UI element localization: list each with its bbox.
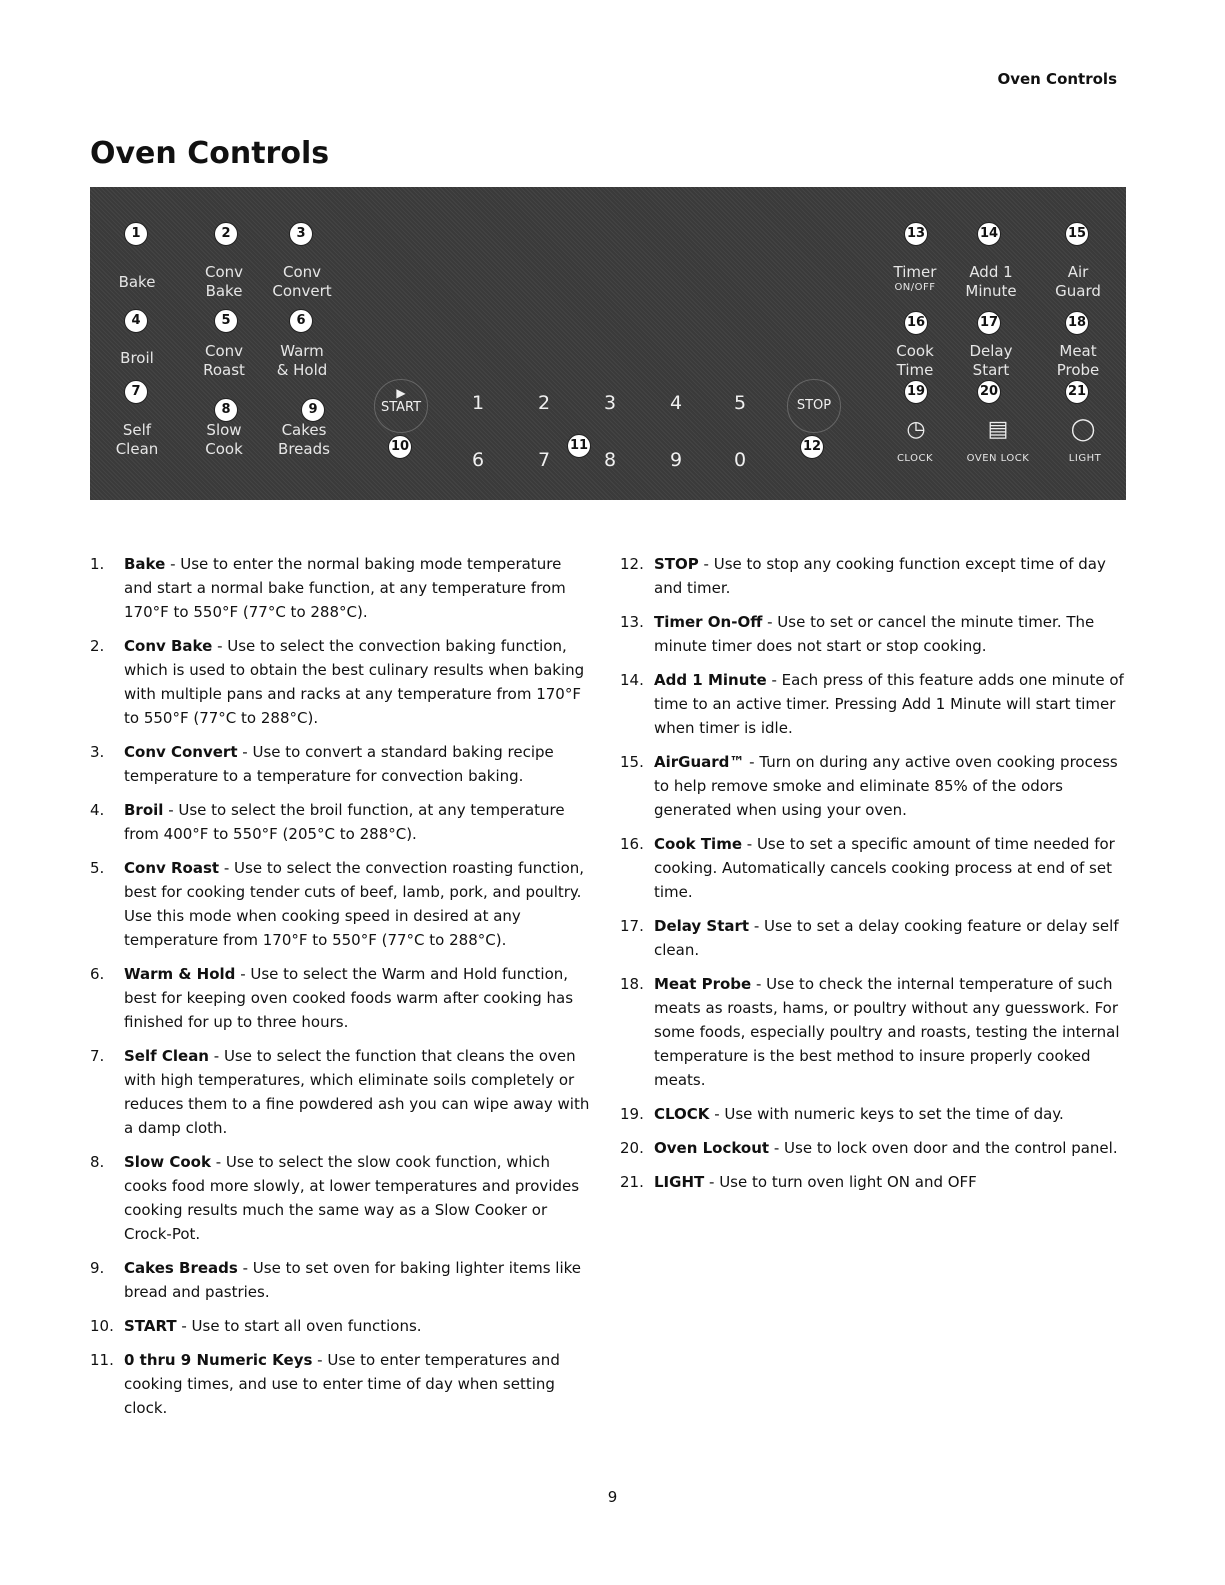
numeric-key-4[interactable]: 4 <box>669 392 683 414</box>
item-text: - Use to set a specific amount of time needed for cooking. Automatically cancels cooking process at end of set time. <box>654 835 1115 901</box>
start-pad[interactable] <box>374 379 428 433</box>
item-body <box>654 1102 1130 1126</box>
item-term: Self Clean <box>124 1047 209 1065</box>
numeric-key-6[interactable]: 6 <box>471 449 485 471</box>
callout-15: 15 <box>1065 222 1089 246</box>
item-number: 10. <box>90 1317 114 1335</box>
conv-bake-pad[interactable]: Conv Bake <box>204 263 244 300</box>
page-number: 9 <box>607 1488 618 1506</box>
callout-5: 5 <box>214 309 238 333</box>
item-text: - Use to enter the normal baking mode temperature and start a normal bake function, at any temperature from 170°F to 550°F (77°C to 288°C). <box>124 555 566 621</box>
item-text: - Each press of this feature adds one minute of time to an active timer. Pressing Add 1 Minute will start timer when timer is idle. <box>654 671 1124 737</box>
add-1-minute-pad[interactable]: Add 1 Minute <box>965 263 1017 300</box>
timer-sub-label: ON/OFF <box>894 282 936 293</box>
callout-18: 18 <box>1065 311 1089 335</box>
item-text: - Use to check the internal temperature of such meats as roasts, hams, or poultry without any guesswork. For some foods, especially poultry and roasts, testing the internal temperature is the best method to insure properly cooked meats. <box>654 975 1120 1089</box>
item-body <box>654 610 1130 658</box>
item-text: - Use to lock oven door and the control panel. <box>769 1139 1118 1157</box>
running-header: Oven Controls <box>997 70 1117 88</box>
clock-pad[interactable]: CLOCK <box>896 453 934 464</box>
item-term: Slow Cook <box>124 1153 211 1171</box>
description-item <box>620 972 1130 1092</box>
light-bulb-icon: ◯ <box>1070 417 1096 442</box>
item-text: - Use to select the function that cleans the oven with high temperatures, which eliminate soils completely or reduces them to a fine powdered ash you can wipe away with a damp cloth. <box>124 1047 590 1137</box>
item-body <box>654 914 1130 962</box>
callout-20: 20 <box>977 380 1001 404</box>
callout-17: 17 <box>977 311 1001 335</box>
item-term: START <box>124 1317 177 1335</box>
item-number: 14. <box>620 671 644 689</box>
numeric-key-5[interactable]: 5 <box>733 392 747 414</box>
item-number: 12. <box>620 555 644 573</box>
callout-2: 2 <box>214 222 238 246</box>
item-number: 20. <box>620 1139 644 1157</box>
clock-icon: ◷ <box>906 417 926 442</box>
item-body <box>124 740 592 788</box>
description-item <box>620 610 1130 658</box>
callout-12: 12 <box>800 435 824 459</box>
callout-6: 6 <box>289 309 313 333</box>
item-number: 9. <box>90 1259 105 1277</box>
item-number: 18. <box>620 975 644 993</box>
item-term: Conv Bake <box>124 637 213 655</box>
description-item <box>90 740 592 788</box>
description-item <box>620 832 1130 904</box>
item-text: - Use to set a delay cooking feature or delay self clean. <box>654 917 1119 959</box>
item-text: - Use to convert a standard baking recipe temperature to a temperature for convection baking. <box>124 743 554 785</box>
callout-7: 7 <box>124 380 148 404</box>
callout-16: 16 <box>904 311 928 335</box>
callout-13: 13 <box>904 222 928 246</box>
item-term: Bake <box>124 555 166 573</box>
callout-19: 19 <box>904 380 928 404</box>
item-body <box>124 856 592 952</box>
item-term: Conv Roast <box>124 859 220 877</box>
numeric-key-1[interactable]: 1 <box>471 392 485 414</box>
item-text: - Use to select the slow cook function, which cooks food more slowly, at lower temperatures and provides cooking results much the same way as a Slow Cooker or Crock-Pot. <box>124 1153 580 1243</box>
delay-start-pad[interactable]: Delay Start <box>969 342 1013 379</box>
description-item <box>620 668 1130 740</box>
control-descriptions-left <box>90 552 592 1430</box>
numeric-key-9[interactable]: 9 <box>669 449 683 471</box>
description-item <box>620 1136 1130 1160</box>
description-item <box>620 1102 1130 1126</box>
item-number: 2. <box>90 637 105 655</box>
description-item <box>90 1256 592 1304</box>
item-term: Timer On-Off <box>654 613 763 631</box>
oven-control-panel <box>90 187 1126 500</box>
item-text: - Use to start all oven functions. <box>176 1317 422 1335</box>
item-number: 16. <box>620 835 644 853</box>
numeric-key-7[interactable]: 7 <box>537 449 551 471</box>
item-term: Warm & Hold <box>124 965 236 983</box>
callout-1: 1 <box>124 222 148 246</box>
item-body <box>654 1136 1130 1160</box>
control-descriptions-right <box>620 552 1130 1204</box>
item-text: - Use to select the broil function, at any temperature from 400°F to 550°F (205°C to 288°C). <box>124 801 565 843</box>
item-number: 17. <box>620 917 644 935</box>
item-number: 13. <box>620 613 644 631</box>
item-term: Delay Start <box>654 917 750 935</box>
item-text: - Use to set oven for baking lighter items like bread and pastries. <box>124 1259 581 1301</box>
item-number: 21. <box>620 1173 644 1191</box>
item-body <box>124 634 592 730</box>
numeric-key-3[interactable]: 3 <box>603 392 617 414</box>
item-body <box>654 668 1130 740</box>
item-body <box>124 1348 592 1420</box>
description-item <box>90 634 592 730</box>
item-number: 3. <box>90 743 105 761</box>
description-item <box>90 1150 592 1246</box>
lock-icon: ▤ <box>987 417 1009 442</box>
item-body <box>654 552 1130 600</box>
item-term: Conv Convert <box>124 743 238 761</box>
item-term: Cakes Breads <box>124 1259 238 1277</box>
numeric-key-8[interactable]: 8 <box>603 449 617 471</box>
item-body <box>654 832 1130 904</box>
item-text: - Use with numeric keys to set the time of day. <box>709 1105 1064 1123</box>
cakes-breads-pad[interactable]: Cakes Breads <box>278 421 330 458</box>
item-number: 1. <box>90 555 105 573</box>
item-body <box>124 1150 592 1246</box>
item-text: - Use to turn oven light ON and OFF <box>704 1173 977 1191</box>
item-text: - Use to select the convection roasting function, best for cooking tender cuts of beef, lamb, pork, and poultry. Use this mode when cooking speed in desired at any temperature from 170°F to 550°F (77°C to 288°C). <box>124 859 585 949</box>
item-number: 11. <box>90 1351 114 1369</box>
light-pad[interactable]: LIGHT <box>1068 453 1102 464</box>
description-item <box>620 1170 1130 1194</box>
item-number: 15. <box>620 753 644 771</box>
slow-cook-pad[interactable]: Slow Cook <box>205 421 243 458</box>
description-item <box>90 856 592 952</box>
callout-4: 4 <box>124 309 148 333</box>
item-term: Meat Probe <box>654 975 752 993</box>
start-label: START <box>380 400 422 415</box>
callout-11: 11 <box>567 434 591 458</box>
item-text: - Turn on during any active oven cooking process to help remove smoke and eliminate 85% of the odors generated when using your oven. <box>654 753 1118 819</box>
description-item <box>90 962 592 1034</box>
item-body <box>124 798 592 846</box>
item-body <box>654 1170 1130 1194</box>
item-term: Broil <box>124 801 164 819</box>
description-item <box>90 1044 592 1140</box>
item-body <box>654 750 1130 822</box>
stop-pad[interactable]: STOP <box>787 379 841 433</box>
self-clean-pad[interactable]: Self Clean <box>115 421 159 458</box>
item-number: 7. <box>90 1047 105 1065</box>
meat-probe-pad[interactable]: Meat Probe <box>1056 342 1100 379</box>
item-text: - Use to stop any cooking function except time of day and timer. <box>654 555 1106 597</box>
item-body <box>124 962 592 1034</box>
item-body <box>124 1044 592 1140</box>
warm-hold-pad[interactable]: Warm & Hold <box>276 342 328 379</box>
item-term: Oven Lockout <box>654 1139 770 1157</box>
item-text: - Use to set or cancel the minute timer. The minute timer does not start or stop cooking. <box>654 613 1095 655</box>
callout-10: 10 <box>388 435 412 459</box>
broil-pad[interactable]: Broil <box>120 349 154 367</box>
item-term: CLOCK <box>654 1105 710 1123</box>
item-body <box>124 1314 592 1338</box>
item-body <box>654 972 1130 1092</box>
bake-pad[interactable]: Bake <box>118 273 156 291</box>
timer-label: Timer <box>893 263 937 281</box>
item-text: - Use to enter temperatures and cooking times, and use to enter time of day when setting clock. <box>124 1351 560 1417</box>
numeric-key-0[interactable]: 0 <box>733 449 747 471</box>
callout-3: 3 <box>289 222 313 246</box>
description-item <box>90 798 592 846</box>
item-number: 5. <box>90 859 105 877</box>
callout-8: 8 <box>214 398 238 422</box>
timer-pad[interactable] <box>885 263 945 294</box>
conv-roast-pad[interactable]: Conv Roast <box>203 342 245 379</box>
item-number: 6. <box>90 965 105 983</box>
item-term: 0 thru 9 Numeric Keys <box>124 1351 313 1369</box>
conv-convert-pad[interactable]: Conv Convert <box>272 263 332 300</box>
play-icon: ▶ <box>396 386 406 400</box>
numeric-key-2[interactable]: 2 <box>537 392 551 414</box>
item-term: LIGHT <box>654 1173 705 1191</box>
item-term: Cook Time <box>654 835 742 853</box>
cook-time-pad[interactable]: Cook Time <box>896 342 934 379</box>
item-body <box>124 552 592 624</box>
item-term: STOP <box>654 555 699 573</box>
description-item <box>620 750 1130 822</box>
callout-9: 9 <box>301 398 325 422</box>
callout-14: 14 <box>977 222 1001 246</box>
description-item <box>620 914 1130 962</box>
air-guard-pad[interactable]: Air Guard <box>1055 263 1101 300</box>
oven-lock-pad[interactable]: OVEN LOCK <box>966 453 1030 464</box>
item-number: 4. <box>90 801 105 819</box>
item-text: - Use to select the convection baking function, which is used to obtain the best culinary results when baking with multiple pans and racks at any temperature from 170°F to 550°F (77°C to 288°C). <box>124 637 585 727</box>
description-item <box>620 552 1130 600</box>
item-text: - Use to select the Warm and Hold function, best for keeping oven cooked foods warm after cooking has finished for up to three hours. <box>124 965 574 1031</box>
item-number: 19. <box>620 1105 644 1123</box>
description-item <box>90 1348 592 1420</box>
description-item <box>90 1314 592 1338</box>
callout-21: 21 <box>1065 380 1089 404</box>
page-title: Oven Controls <box>90 136 330 171</box>
item-term: AirGuard™ <box>654 753 745 771</box>
description-item <box>90 552 592 624</box>
item-body <box>124 1256 592 1304</box>
item-number: 8. <box>90 1153 105 1171</box>
item-term: Add 1 Minute <box>654 671 767 689</box>
